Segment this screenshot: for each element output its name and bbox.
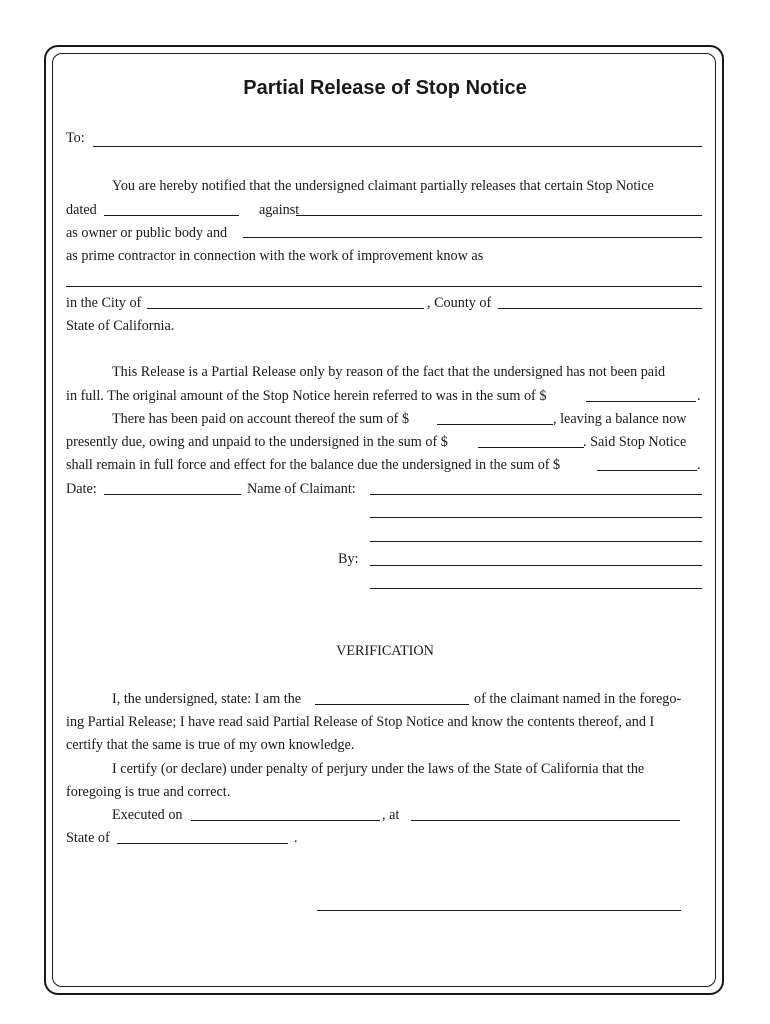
claimant-field-3[interactable] [370, 541, 702, 542]
dated-field[interactable] [104, 215, 239, 216]
dated-label: dated [66, 202, 97, 218]
signature-field[interactable] [317, 910, 681, 911]
paid-text: There has been paid on account thereof the sum of $ [112, 411, 410, 427]
period-1: . [697, 388, 701, 404]
capacity-field[interactable] [315, 704, 469, 705]
verification-line-3: certify that the same is true of my own knowledge. [66, 737, 355, 753]
claimant-label: Name of Claimant: [247, 481, 356, 497]
due-amount-field[interactable] [478, 447, 584, 448]
paid-amount-field[interactable] [437, 424, 553, 425]
verification-line-2: ing Partial Release; I have read said Partial Release of Stop Notice and know the contents thereof, and I [66, 714, 655, 730]
partial-release-text-1: This Release is a Partial Release only by reason of the fact that the undersigned has not been paid [112, 364, 666, 380]
due-text: presently due, owing and unpaid to the undersigned in the sum of $ [66, 434, 448, 450]
by-label: By: [338, 551, 359, 567]
title-field[interactable] [370, 588, 702, 589]
state-line: State of California. [66, 318, 175, 334]
period-2: . [697, 457, 701, 473]
balance-text: , leaving a balance now [553, 411, 687, 427]
verification-heading: VERIFICATION [336, 643, 434, 659]
verification-line-4: I certify (or declare) under penalty of perjury under the laws of the State of California that the [112, 761, 645, 777]
against-label: against [259, 202, 300, 218]
date-field[interactable] [104, 494, 241, 495]
executed-date-field[interactable] [191, 820, 380, 821]
verification-line-1a: I, the undersigned, state: I am the [112, 691, 302, 707]
remain-text: shall remain in full force and effect for the balance due the undersigned in the sum of $ [66, 457, 561, 473]
to-field[interactable] [93, 146, 702, 147]
said-stop-notice-text: . Said Stop Notice [583, 434, 687, 450]
to-label: To: [66, 130, 85, 146]
county-label: , County of [427, 295, 492, 311]
state-of-label: State of [66, 830, 110, 846]
executed-label: Executed on [112, 807, 183, 823]
at-label: , at [382, 807, 400, 823]
verification-line-5: foregoing is true and correct. [66, 784, 231, 800]
original-amount-field[interactable] [586, 401, 696, 402]
county-field[interactable] [498, 308, 702, 309]
by-field[interactable] [370, 565, 702, 566]
executed-place-field[interactable] [411, 820, 680, 821]
verification-line-1b: of the claimant named in the forego- [474, 691, 682, 707]
owner-label: as owner or public body and [66, 225, 228, 241]
prime-contractor-label: as prime contractor in connection with the work of improvement know as [66, 248, 484, 264]
balance-amount-field[interactable] [597, 470, 697, 471]
city-label: in the City of [66, 295, 142, 311]
notice-intro-text: You are hereby notified that the undersigned claimant partially releases that certain Stop Notice [112, 178, 654, 194]
work-of-improvement-field[interactable] [66, 286, 702, 287]
state-of-field[interactable] [117, 843, 288, 844]
form-title: Partial Release of Stop Notice [243, 77, 527, 99]
against-field[interactable] [296, 215, 702, 216]
claimant-field[interactable] [370, 494, 702, 495]
partial-release-text-2: in full. The original amount of the Stop Notice herein referred to was in the sum of $ [66, 388, 547, 404]
claimant-field-2[interactable] [370, 517, 702, 518]
state-of-period: . [294, 830, 298, 846]
city-field[interactable] [147, 308, 424, 309]
owner-field[interactable] [243, 237, 702, 238]
date-label: Date: [66, 481, 97, 497]
